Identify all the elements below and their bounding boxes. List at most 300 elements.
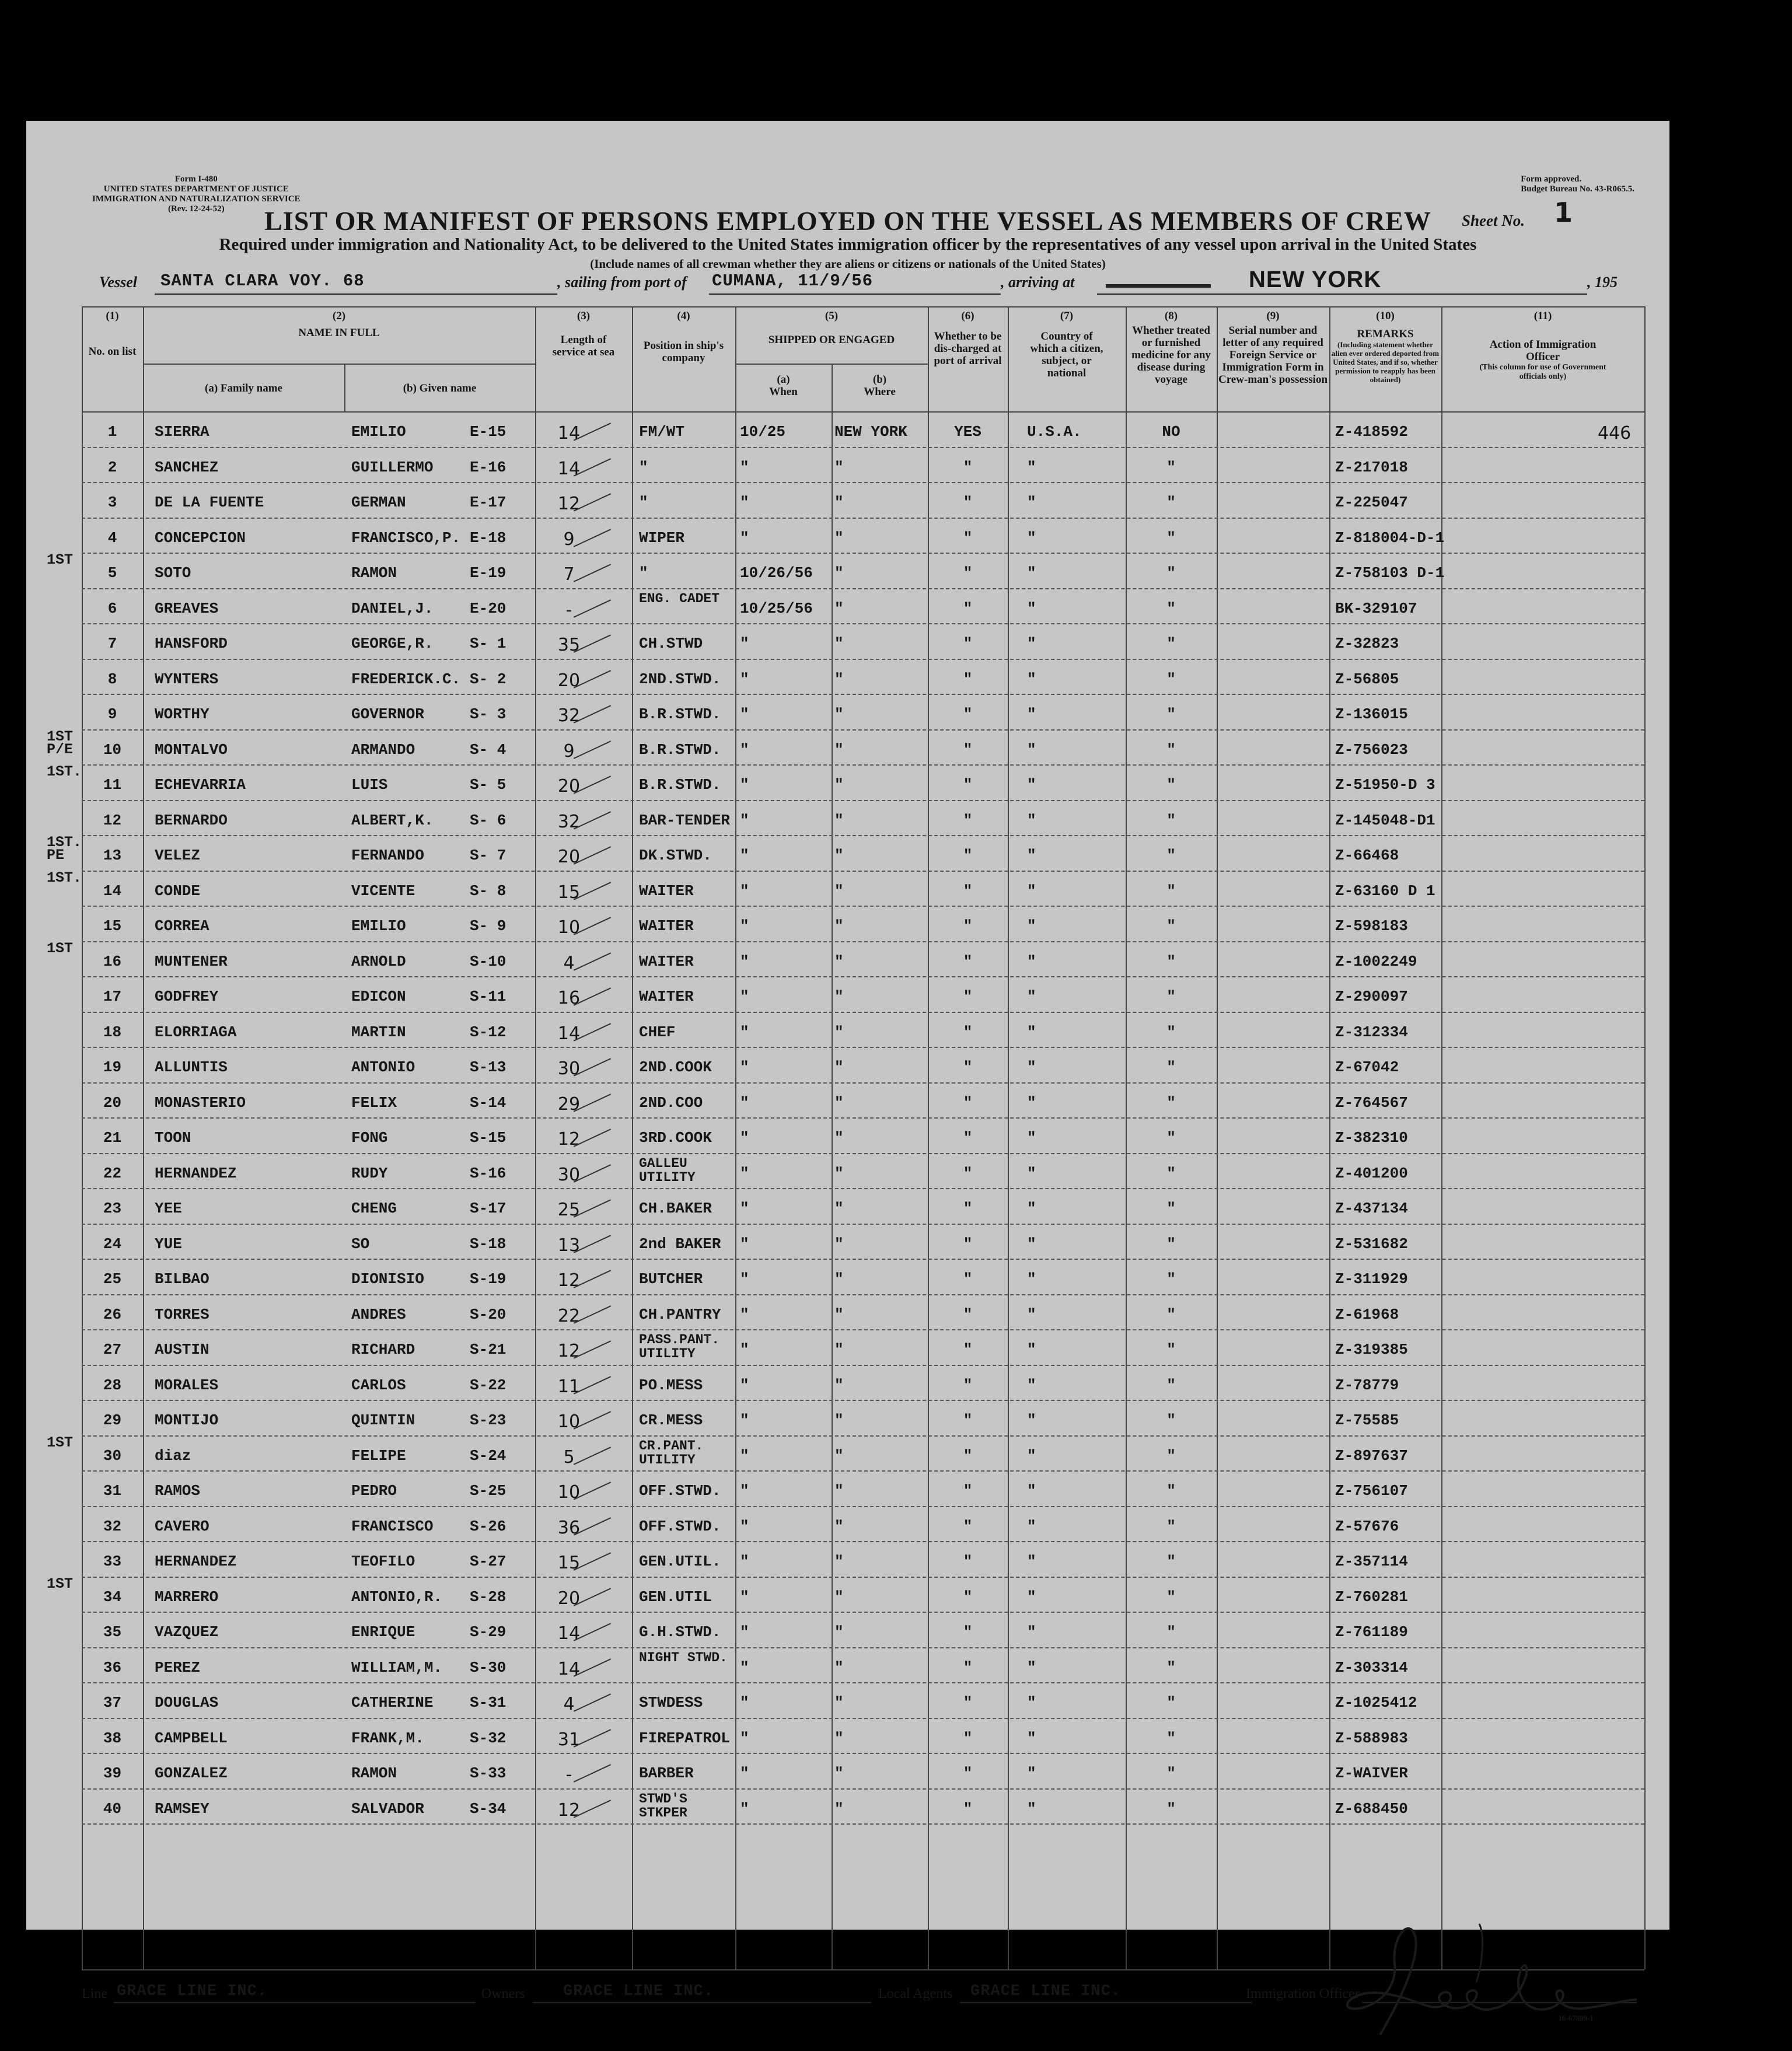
shipped-where: " xyxy=(834,1517,844,1535)
remarks: Z-319385 xyxy=(1335,1341,1408,1358)
shipped-where: " xyxy=(834,1305,844,1323)
crew-code: E-15 xyxy=(470,423,506,441)
col-name-header: (2) NAME IN FULL xyxy=(298,310,380,339)
remarks: Z-437134 xyxy=(1335,1200,1408,1217)
position: GEN.UTIL. xyxy=(639,1553,721,1570)
shipped-where: " xyxy=(834,1658,844,1676)
discharged: " xyxy=(963,458,973,476)
treated: " xyxy=(1166,740,1176,759)
country: " xyxy=(1027,1341,1036,1358)
remarks: Z-598183 xyxy=(1335,917,1408,935)
shipped-when: " xyxy=(740,529,749,547)
service-length: 12 xyxy=(557,1270,581,1291)
crew-code: E-18 xyxy=(470,529,506,547)
row-number: 17 xyxy=(103,988,122,1005)
year-label: , 195 xyxy=(1587,274,1618,291)
row-number: 37 xyxy=(103,1694,122,1711)
position: WAITER xyxy=(639,917,694,935)
shipped-where: " xyxy=(834,1129,844,1147)
row-number: 34 xyxy=(103,1588,122,1606)
treated: " xyxy=(1166,988,1176,1005)
shipped-when: " xyxy=(740,1446,749,1465)
family-name: DE LA FUENTE xyxy=(155,494,264,511)
position: B.R.STWD. xyxy=(639,740,721,759)
treated: " xyxy=(1166,1694,1176,1711)
local-agents-value: GRACE LINE INC. xyxy=(970,1983,1122,2000)
remarks: Z-764567 xyxy=(1335,1093,1408,1112)
family-name: MUNTENER xyxy=(155,952,228,970)
shipped-when: 10/25 xyxy=(740,423,786,441)
remarks: Z-225047 xyxy=(1335,494,1408,511)
crew-code: S-34 xyxy=(470,1800,506,1818)
crew-code: S-27 xyxy=(470,1553,506,1570)
shipped-when: " xyxy=(740,1694,749,1711)
remarks: Z-67042 xyxy=(1335,1058,1399,1076)
row-number: 4 xyxy=(107,529,117,547)
crew-code: S-24 xyxy=(470,1446,506,1465)
treated: " xyxy=(1166,1411,1176,1429)
remarks: Z-145048-D1 xyxy=(1335,811,1435,829)
given-name: GOVERNOR xyxy=(351,705,424,723)
line-value: GRACE LINE INC. xyxy=(117,1983,268,2000)
shipped-when: " xyxy=(740,705,749,723)
given-name: EMILIO xyxy=(351,917,406,935)
discharged: " xyxy=(963,1235,973,1253)
position: CR.MESS xyxy=(639,1411,703,1429)
position: OFF.STWD. xyxy=(639,1482,721,1500)
shipped-where: " xyxy=(834,1164,844,1182)
shipped-where: " xyxy=(834,1058,844,1076)
position: WAITER xyxy=(639,988,694,1005)
row-number: 25 xyxy=(103,1270,122,1288)
service-length: 35 xyxy=(557,635,581,655)
position: WIPER xyxy=(639,529,685,547)
family-name: WORTHY xyxy=(155,705,209,723)
treated: " xyxy=(1166,1305,1176,1323)
crew-code: S-22 xyxy=(470,1376,506,1394)
family-name: ALLUNTIS xyxy=(155,1058,228,1076)
shipped-when: " xyxy=(740,1623,749,1641)
discharged: " xyxy=(963,1270,973,1288)
country: " xyxy=(1027,1376,1036,1394)
service-length: 20 xyxy=(557,670,581,691)
shipped-when: " xyxy=(740,1411,749,1429)
shipped-where: " xyxy=(834,1093,844,1112)
struck-through-text xyxy=(1106,284,1211,288)
discharged: " xyxy=(963,1517,973,1535)
col-country-header: (7) Country of which a citizen, subject, or national xyxy=(1030,310,1103,379)
row-number: 21 xyxy=(103,1129,122,1147)
country: " xyxy=(1027,1588,1036,1606)
treated: " xyxy=(1166,529,1176,547)
margin-note: 1ST. PE xyxy=(47,834,82,864)
country: " xyxy=(1027,564,1036,582)
vessel-name: SANTA CLARA VOY. 68 xyxy=(160,271,365,291)
discharged: " xyxy=(963,1200,973,1217)
service-length: 30 xyxy=(557,1058,581,1079)
position: 2ND.COOK xyxy=(639,1058,712,1076)
position: STWDESS xyxy=(639,1694,703,1711)
service-length: 25 xyxy=(557,1200,581,1220)
family-name: CAVERO xyxy=(155,1517,209,1535)
country: " xyxy=(1027,529,1036,547)
discharged: " xyxy=(963,635,973,652)
crew-code: S-19 xyxy=(470,1270,506,1288)
officer-signature xyxy=(1333,1912,1648,2046)
remarks: Z-1025412 xyxy=(1335,1694,1417,1711)
treated: " xyxy=(1166,599,1176,617)
crew-code: E-19 xyxy=(470,564,506,582)
row-number: 40 xyxy=(103,1800,122,1818)
remarks: Z-761189 xyxy=(1335,1623,1408,1641)
position: GALLEU UTILITY xyxy=(639,1155,696,1185)
line-label: Line xyxy=(82,1986,107,2001)
discharged: " xyxy=(963,1623,973,1641)
treated: " xyxy=(1166,635,1176,652)
given-name: VICENTE xyxy=(351,882,415,900)
family-name: HERNANDEZ xyxy=(155,1553,237,1570)
given-name: FERNANDO xyxy=(351,847,424,864)
family-name: SANCHEZ xyxy=(155,458,219,476)
service-length: 31 xyxy=(557,1729,581,1750)
country: " xyxy=(1027,1765,1036,1782)
crew-code: E-20 xyxy=(470,599,506,617)
crew-code: S-14 xyxy=(470,1093,506,1112)
crew-code: S-32 xyxy=(470,1729,506,1747)
family-name: MONTALVO xyxy=(155,740,228,759)
family-name: GREAVES xyxy=(155,599,219,617)
position: " xyxy=(639,494,648,511)
shipped-when: " xyxy=(740,988,749,1005)
given-name: FRANCISCO xyxy=(351,1517,434,1535)
remarks: Z-588983 xyxy=(1335,1729,1408,1747)
shipped-where: " xyxy=(834,1482,844,1500)
family-name: TORRES xyxy=(155,1305,209,1323)
service-length: 29 xyxy=(557,1093,581,1114)
crew-code: S-30 xyxy=(470,1658,506,1676)
treated: " xyxy=(1166,1235,1176,1253)
discharged: " xyxy=(963,740,973,759)
crew-code: S- 6 xyxy=(470,811,506,829)
shipped-when: " xyxy=(740,494,749,511)
family-name: ECHEVARRIA xyxy=(155,776,246,794)
service-length: 11 xyxy=(557,1376,581,1397)
family-name: HERNANDEZ xyxy=(155,1164,237,1182)
position: CH.STWD xyxy=(639,635,703,652)
treated: " xyxy=(1166,917,1176,935)
service-length: 32 xyxy=(557,705,581,726)
family-name: CAMPBELL xyxy=(155,1729,228,1747)
row-number: 8 xyxy=(107,670,117,688)
row-number: 5 xyxy=(107,564,117,582)
remarks: Z-756023 xyxy=(1335,740,1408,759)
col-shipped-header: (5) SHIPPED OR ENGAGED xyxy=(768,310,895,346)
shipped-when: " xyxy=(740,458,749,476)
shipped-when: " xyxy=(740,1058,749,1076)
margin-note: 1ST. xyxy=(47,763,82,780)
treated: " xyxy=(1166,1588,1176,1606)
shipped-when: " xyxy=(740,1341,749,1358)
discharged: " xyxy=(963,811,973,829)
remarks: Z-51950-D 3 xyxy=(1335,776,1435,794)
remarks: Z-75585 xyxy=(1335,1411,1399,1429)
country: " xyxy=(1027,1729,1036,1747)
treated: " xyxy=(1166,458,1176,476)
service-length: 14 xyxy=(557,1623,581,1644)
remarks: Z-756107 xyxy=(1335,1482,1408,1500)
shipped-when: " xyxy=(740,776,749,794)
service-length: 15 xyxy=(557,882,581,903)
remarks: Z-401200 xyxy=(1335,1164,1408,1182)
remarks: Z-290097 xyxy=(1335,988,1408,1005)
service-length: 12 xyxy=(557,1341,581,1361)
row-number: 10 xyxy=(103,740,122,759)
shipped-where: NEW YORK xyxy=(834,423,907,441)
margin-note: 1ST xyxy=(47,1575,74,1592)
position: G.H.STWD. xyxy=(639,1623,721,1641)
crew-code: S- 7 xyxy=(470,847,506,864)
form-identifier: Form I-480 UNITED STATES DEPARTMENT OF JUSTICE IMMIGRATION AND NATURALIZATION SERVICE (Rev. 12-24-52) xyxy=(92,174,301,214)
family-name: SOTO xyxy=(155,564,191,582)
given-name: ANTONIO,R. xyxy=(351,1588,443,1606)
country: " xyxy=(1027,1058,1036,1076)
page-subtitle: Required under immigration and Nationality Act, to be delivered to the United States immigration officer by the representatives of any vessel upon arrival in the United States xyxy=(219,235,1477,254)
family-name: HANSFORD xyxy=(155,635,228,652)
shipped-when: " xyxy=(740,635,749,652)
row-number: 23 xyxy=(103,1200,122,1217)
service-length: 36 xyxy=(557,1517,581,1538)
treated: " xyxy=(1166,776,1176,794)
sheet-label: Sheet No. xyxy=(1462,212,1525,229)
shipped-when: " xyxy=(740,1164,749,1182)
treated: " xyxy=(1166,1164,1176,1182)
remarks: Z-32823 xyxy=(1335,635,1399,652)
country: " xyxy=(1027,1446,1036,1465)
owners-label: Owners xyxy=(481,1986,525,2001)
family-name: VAZQUEZ xyxy=(155,1623,219,1641)
shipped-when: " xyxy=(740,1023,749,1041)
given-name: CATHERINE xyxy=(351,1694,434,1711)
shipped-where: " xyxy=(834,1588,844,1606)
treated: " xyxy=(1166,670,1176,688)
row-number: 22 xyxy=(103,1164,122,1182)
shipped-where: " xyxy=(834,599,844,617)
family-name: CORREA xyxy=(155,917,209,935)
given-name: QUINTIN xyxy=(351,1411,415,1429)
treated: " xyxy=(1166,1482,1176,1500)
country: " xyxy=(1027,1200,1036,1217)
shipped-when: " xyxy=(740,1129,749,1147)
col-length-header: (3) Length of service at sea xyxy=(552,310,615,358)
given-name: EDICON xyxy=(351,988,406,1005)
position: FM/WT xyxy=(639,423,685,441)
row-number: 7 xyxy=(107,635,117,652)
row-number: 24 xyxy=(103,1235,122,1253)
crew-code: S- 9 xyxy=(470,917,506,935)
crew-table xyxy=(47,306,1644,1969)
treated: " xyxy=(1166,1446,1176,1465)
position: " xyxy=(639,458,648,476)
shipped-when: " xyxy=(740,670,749,688)
country: " xyxy=(1027,705,1036,723)
remarks: Z-63160 D 1 xyxy=(1335,882,1435,900)
family-name: MONTIJO xyxy=(155,1411,219,1429)
family-name: GONZALEZ xyxy=(155,1765,228,1782)
country: " xyxy=(1027,847,1036,864)
remarks: Z-136015 xyxy=(1335,705,1408,723)
crew-code: S-12 xyxy=(470,1023,506,1041)
shipped-where: " xyxy=(834,988,844,1005)
service-length: 20 xyxy=(557,1588,581,1609)
family-name: ELORRIAGA xyxy=(155,1023,237,1041)
country: " xyxy=(1027,952,1036,970)
discharged: " xyxy=(963,1341,973,1358)
form-approval: Form approved. Budget Bureau No. 43-R065.5. xyxy=(1521,174,1634,194)
treated: " xyxy=(1166,1341,1176,1358)
shipped-when: " xyxy=(740,1376,749,1394)
discharged: " xyxy=(963,1800,973,1818)
remarks: Z-217018 xyxy=(1335,458,1408,476)
family-name: TOON xyxy=(155,1129,191,1147)
service-length: 32 xyxy=(557,811,581,832)
margin-note: 1ST P/E xyxy=(47,728,74,758)
shipped-when: " xyxy=(740,952,749,970)
row-number: 36 xyxy=(103,1658,122,1676)
shipped-when: " xyxy=(740,1482,749,1500)
discharged: " xyxy=(963,1164,973,1182)
shipped-when: 10/25/56 xyxy=(740,599,813,617)
shipped-when: 10/26/56 xyxy=(740,564,813,582)
col-position-header: (4) Position in ship's company xyxy=(643,310,724,364)
shipped-where: " xyxy=(834,811,844,829)
treated: " xyxy=(1166,1658,1176,1676)
row-number: 11 xyxy=(103,776,122,794)
service-length: 12 xyxy=(557,1800,581,1821)
service-length: 12 xyxy=(557,1129,581,1149)
row-number: 31 xyxy=(103,1482,122,1500)
family-name: diaz xyxy=(155,1446,191,1465)
position: BARBER xyxy=(639,1765,694,1782)
given-name: FREDERICK.C. xyxy=(351,670,461,688)
crew-code: S-28 xyxy=(470,1588,506,1606)
row-number: 32 xyxy=(103,1517,122,1535)
crew-code: S-17 xyxy=(470,1200,506,1217)
row-number: 27 xyxy=(103,1341,122,1358)
given-name: RICHARD xyxy=(351,1341,415,1358)
discharged: " xyxy=(963,988,973,1005)
row-number: 29 xyxy=(103,1411,122,1429)
row-number: 33 xyxy=(103,1553,122,1570)
remarks: Z-312334 xyxy=(1335,1023,1408,1041)
crew-code: S-10 xyxy=(470,952,506,970)
given-name: SALVADOR xyxy=(351,1800,424,1818)
shipped-where: " xyxy=(834,1023,844,1041)
shipped-when: " xyxy=(740,1200,749,1217)
country: " xyxy=(1027,494,1036,511)
family-name: CONCEPCION xyxy=(155,529,246,547)
shipped-where: " xyxy=(834,1729,844,1747)
given-name: DANIEL,J. xyxy=(351,599,434,617)
family-name: BERNARDO xyxy=(155,811,228,829)
col-number-header: (1) No. on list xyxy=(88,310,137,358)
shipped-where: " xyxy=(834,670,844,688)
discharged: " xyxy=(963,1058,973,1076)
discharged: " xyxy=(963,529,973,547)
shipped-when: " xyxy=(740,1093,749,1112)
discharged: " xyxy=(963,1446,973,1465)
given-name: RAMON xyxy=(351,1765,397,1782)
crew-code: S-25 xyxy=(470,1482,506,1500)
remarks: Z-418592 xyxy=(1335,423,1408,441)
shipped-when: " xyxy=(740,811,749,829)
discharged: " xyxy=(963,1023,973,1041)
shipped-where: " xyxy=(834,1765,844,1782)
service-length: 22 xyxy=(557,1305,581,1326)
row-number: 35 xyxy=(103,1623,122,1641)
position: B.R.STWD. xyxy=(639,776,721,794)
family-name: AUSTIN xyxy=(155,1341,209,1358)
remarks: Z-382310 xyxy=(1335,1129,1408,1147)
service-length: 7 xyxy=(563,564,575,585)
treated: " xyxy=(1166,1023,1176,1041)
family-name: SIERRA xyxy=(155,423,209,441)
given-name: DIONISIO xyxy=(351,1270,424,1288)
crew-code: S-33 xyxy=(470,1765,506,1782)
position: CHEF xyxy=(639,1023,676,1041)
row-number: 38 xyxy=(103,1729,122,1747)
margin-note: 1ST xyxy=(47,551,74,568)
col-family-header: (a) Family name xyxy=(205,382,282,394)
shipped-when: " xyxy=(740,1235,749,1253)
crew-code: S-26 xyxy=(470,1517,506,1535)
given-name: TEOFILO xyxy=(351,1553,415,1570)
discharged: " xyxy=(963,1588,973,1606)
service-length: - xyxy=(565,1765,572,1785)
position: WAITER xyxy=(639,952,694,970)
shipped-where: " xyxy=(834,847,844,864)
remarks: Z-WAIVER xyxy=(1335,1765,1408,1782)
service-length: 16 xyxy=(557,988,581,1008)
given-name: RAMON xyxy=(351,564,397,582)
position: B.R.STWD. xyxy=(639,705,721,723)
treated: " xyxy=(1166,882,1176,900)
country: " xyxy=(1027,1694,1036,1711)
position: NIGHT STWD. xyxy=(639,1650,728,1665)
crew-code: S- 3 xyxy=(470,705,506,723)
margin-note: 1ST xyxy=(47,939,74,957)
treated: " xyxy=(1166,1800,1176,1818)
given-name: ALBERT,K. xyxy=(351,811,434,829)
shipped-when: " xyxy=(740,1305,749,1323)
row-number: 15 xyxy=(103,917,122,935)
country: " xyxy=(1027,917,1036,935)
crew-code: S- 5 xyxy=(470,776,506,794)
row-number: 28 xyxy=(103,1376,122,1394)
shipped-where: " xyxy=(834,882,844,900)
discharged: " xyxy=(963,1553,973,1570)
shipped-when: " xyxy=(740,1270,749,1288)
discharged: " xyxy=(963,1129,973,1147)
shipped-where: " xyxy=(834,1200,844,1217)
country: " xyxy=(1027,1270,1036,1288)
arriving-label: , arriving at xyxy=(1001,274,1075,291)
discharged: " xyxy=(963,1305,973,1323)
treated: " xyxy=(1166,1093,1176,1112)
crew-code: S- 2 xyxy=(470,670,506,688)
given-name: ANTONIO xyxy=(351,1058,415,1076)
crew-code: S-15 xyxy=(470,1129,506,1147)
crew-code: S- 8 xyxy=(470,882,506,900)
